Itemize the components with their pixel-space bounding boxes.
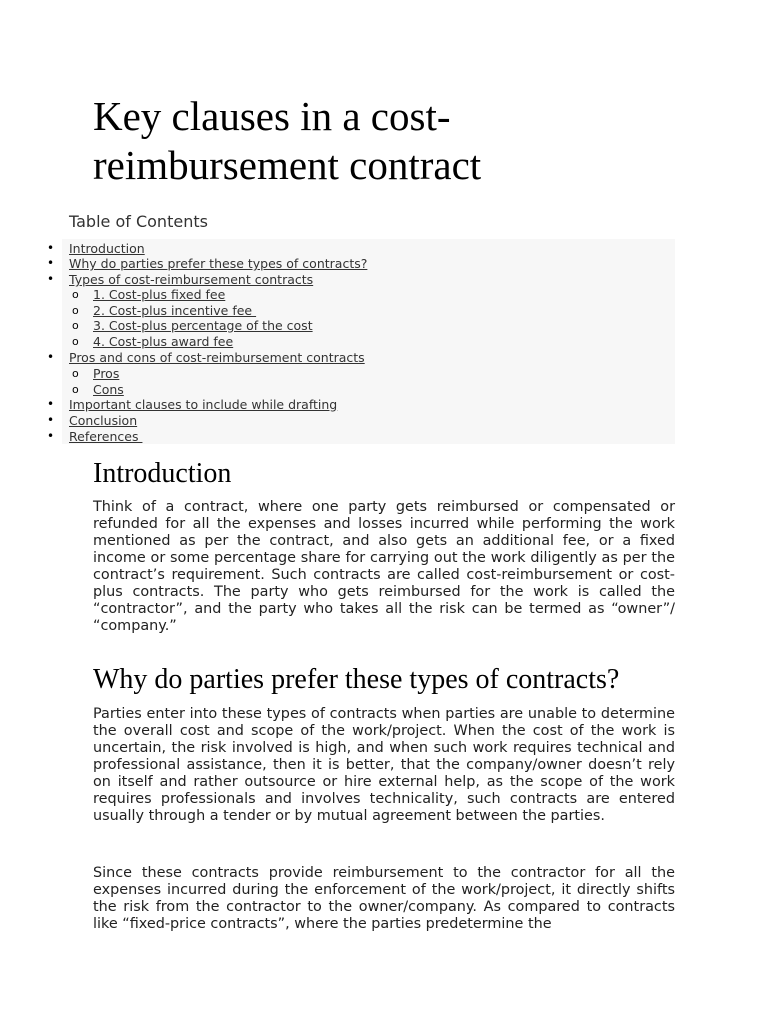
toc-bullet: • <box>47 350 55 364</box>
toc-sub-bullet: o <box>72 335 79 348</box>
page-title: Key clauses in a cost-reimbursement contract <box>93 93 482 188</box>
toc-sub-bullet: o <box>72 367 79 380</box>
intro-paragraph: Think of a contract, where one party gets reimbursed or compensated or refunded for all the expenses and losses incurred while performing the work mentioned as per the contract, and also gets an additional fee, or a fixed income or some percentage share for carrying out the work diligently as per the contract’s requirement. Such contracts are called cost-reimbursement or cost-plus contracts. The party who gets reimbursed for the work is called the “contractor”, and the party who takes all the risk can be termed as “owner”/ “company.” <box>93 499 675 634</box>
toc-link-cons[interactable]: Cons <box>93 382 124 397</box>
toc-bullet: • <box>47 241 55 255</box>
toc-bullet: • <box>47 429 55 443</box>
toc-link-cost-plus-percentage[interactable]: 3. Cost-plus percentage of the cost <box>93 318 313 333</box>
toc-bullet: • <box>47 272 55 286</box>
toc-sub-bullet: o <box>72 288 79 301</box>
toc-sub-bullet: o <box>72 304 79 317</box>
why-paragraph-1: Parties enter into these types of contracts when parties are unable to determine the overall cost and scope of the work/project. When the cost of the work is uncertain, the risk involved is high, and when such work requires technical and professional assistance, then it is better, that the company/owner doesn’t rely on itself and rather outsource or hire external help, as the scope of the work requires professionals and involves technicality, such contracts are entered usually through a tender or by mutual agreement between the parties. <box>93 706 675 824</box>
why-paragraph-2: Since these contracts provide reimbursement to the contractor for all the expenses incurred during the enforcement of the work/project, it directly shifts the risk from the contractor to the owner/company. As compared to contracts like “fixed-price contracts”, where the parties predetermine the <box>93 865 675 932</box>
toc-bullet: • <box>47 256 55 270</box>
toc-heading: Table of Contents <box>69 212 208 231</box>
toc-link-cost-plus-incentive-fee[interactable]: 2. Cost-plus incentive fee <box>93 303 257 318</box>
toc-link-cost-plus-award-fee[interactable]: 4. Cost-plus award fee <box>93 334 234 349</box>
toc-link-cost-plus-fixed-fee[interactable]: 1. Cost-plus fixed fee <box>93 287 226 302</box>
toc-link-pros-and-cons[interactable]: Pros and cons of cost-reimbursement contracts <box>69 350 365 365</box>
toc-link-references[interactable]: References <box>69 429 143 444</box>
toc-link-why-parties-prefer[interactable]: Why do parties prefer these types of contracts? <box>69 256 368 271</box>
toc-link-important-clauses[interactable]: Important clauses to include while drafting <box>69 397 338 412</box>
toc-link-introduction[interactable]: Introduction <box>69 241 145 256</box>
toc-link-types[interactable]: Types of cost-reimbursement contracts <box>69 272 314 287</box>
toc-link-pros[interactable]: Pros <box>93 366 120 381</box>
toc-sub-bullet: o <box>72 383 79 396</box>
toc-bullet: • <box>47 397 55 411</box>
toc-link-conclusion[interactable]: Conclusion <box>69 413 138 428</box>
toc-bullet: • <box>47 413 55 427</box>
section-heading-why-parties-prefer: Why do parties prefer these types of contracts? <box>93 664 620 695</box>
section-heading-introduction: Introduction <box>93 458 232 489</box>
toc-sub-bullet: o <box>72 319 79 332</box>
